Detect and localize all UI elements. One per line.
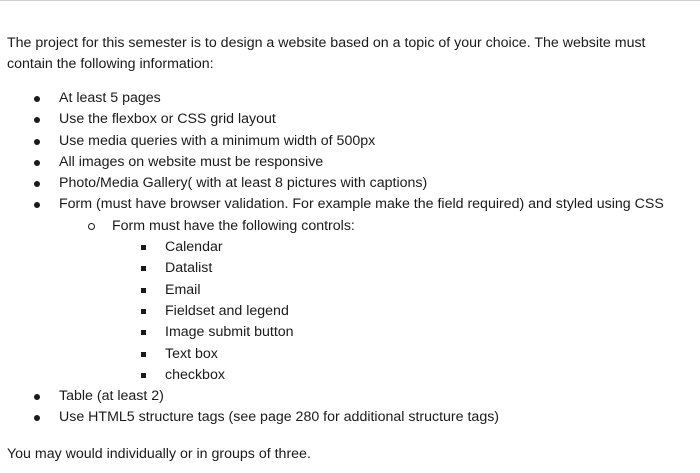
- sub-sub-list-item: [0, 365, 700, 386]
- bullet-dot-icon: [34, 394, 40, 400]
- requirement-text: Use the flexbox or CSS grid layout: [59, 111, 276, 128]
- requirement-text: All images on website must be responsive: [59, 153, 324, 170]
- bullet-dot-icon: [34, 117, 40, 123]
- form-control-text: Datalist: [165, 260, 213, 277]
- bullet-circle-icon: [88, 223, 95, 230]
- list-item: [0, 407, 700, 428]
- requirement-text: Table (at least 2): [59, 388, 164, 405]
- bullet-dot-icon: [34, 160, 40, 166]
- intro-paragraph: The project for this semester is to design a website based on a topic of your choice. The website must contain the following information:: [7, 35, 646, 72]
- form-control-text: Text box: [165, 345, 218, 362]
- requirement-text: Form (must have browser validation. For example make the field required) and styled using CSS: [59, 196, 664, 213]
- bullet-square-icon: [141, 352, 146, 357]
- sub-sub-list-item: [0, 344, 700, 365]
- requirement-text: Use media queries with a minimum width of 500px: [59, 132, 376, 149]
- bullet-square-icon: [141, 373, 146, 378]
- form-control-text: Image submit button: [165, 324, 294, 341]
- sub-sub-list-item: [0, 258, 700, 279]
- sub-sub-list-item: [0, 322, 700, 343]
- list-item: [0, 173, 700, 194]
- sub-sub-list-item: [0, 301, 700, 322]
- bullet-dot-icon: [34, 96, 40, 102]
- form-control-text: Fieldset and legend: [165, 302, 289, 319]
- list-item: [0, 152, 700, 173]
- list-item: [0, 131, 700, 152]
- form-control-text: Calendar: [165, 239, 223, 256]
- bullet-square-icon: [141, 330, 146, 335]
- bullet-dot-icon: [34, 415, 40, 421]
- bullet-dot-icon: [34, 139, 40, 145]
- list-item: [0, 109, 700, 130]
- sub-list-item: [0, 216, 700, 237]
- requirement-text: Photo/Media Gallery( with at least 8 pictures with captions): [59, 175, 428, 192]
- bullet-dot-icon: [34, 202, 40, 208]
- form-control-text: Email: [165, 281, 201, 298]
- bullet-dot-icon: [34, 181, 40, 187]
- form-control-text: checkbox: [165, 366, 225, 383]
- bullet-square-icon: [141, 245, 146, 250]
- requirement-text: Use HTML5 structure tags (see page 280 for additional structure tags): [59, 409, 500, 426]
- requirements-list: [0, 88, 700, 429]
- list-item: [0, 386, 700, 407]
- closing-paragraph: You may would individually or in groups of three.: [7, 446, 311, 462]
- bullet-square-icon: [141, 288, 146, 293]
- form-note-text: Form must have the following controls:: [112, 217, 355, 234]
- requirement-text: At least 5 pages: [59, 90, 161, 106]
- list-item: [0, 194, 700, 215]
- sub-sub-list-item: [0, 237, 700, 258]
- bullet-square-icon: [141, 309, 146, 314]
- bullet-square-icon: [141, 266, 146, 271]
- sub-sub-list-item: [0, 280, 700, 301]
- list-item: [0, 88, 700, 109]
